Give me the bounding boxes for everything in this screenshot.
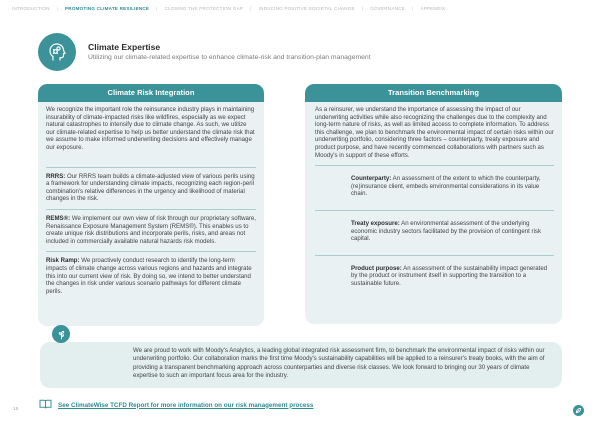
list-item: [315, 216, 554, 249]
transition-benchmarking-card: [305, 84, 562, 324]
nav-inducing-positive-change[interactable]: INDUCING POSITIVE SOCIETAL CHANGE: [258, 6, 355, 11]
nav-introduction[interactable]: INTRODUCTION: [12, 6, 50, 11]
nav-separator: |: [411, 6, 414, 11]
divider: [315, 165, 554, 166]
leaf-badge-icon[interactable]: [573, 405, 584, 416]
climate-risk-integration-card: [38, 84, 264, 326]
nav-closing-protection-gap[interactable]: CLOSING THE PROTECTION GAP: [164, 6, 244, 11]
tcfd-report-link[interactable]: [39, 396, 313, 414]
nav-separator: |: [361, 6, 364, 11]
item-text: An assessment of the extent to which the counterparty, (re)insurance client, embeds environmental considerations in its value chain.: [351, 175, 541, 198]
moodys-callout: [40, 342, 562, 388]
divider: [46, 251, 256, 252]
book-icon: [39, 396, 52, 414]
card-title: Transition Benchmarking: [305, 84, 562, 102]
nav-separator: |: [250, 6, 252, 11]
list-item: [46, 257, 256, 295]
nav-separator: |: [56, 6, 59, 11]
top-navigation: [12, 6, 600, 11]
item-text: Our RRRS team builds a climate-adjusted view of various perils using a framework for understanding climate impacts, recognizing each region-peril combination's relative differences in the urgency and likelihood of material changes in the risk.: [46, 172, 255, 203]
list-item: [315, 171, 554, 204]
page-number: 15: [13, 407, 19, 412]
card-intro: We recognize the important role the reinsurance industry plays in maintaining insurability of climate-impacted risks like wildfires, especially as we expect natural catastrophes to intensify due to climate change. As such, we utilize our climate-related expertise to help us better understand the climate risk that we assume to make informed underwriting decisions and effectively manage our exposure.: [46, 106, 255, 151]
nav-appendix[interactable]: APPENDIX: [420, 6, 446, 11]
divider: [46, 167, 256, 168]
list-item: [46, 215, 256, 245]
item-text: We implement our own view of risk through our proprietary software, Renaissance Exposure Management System (REMS®). This enables us to create unique risk distributions and incorporate perils, risks, and areas not included in commercially available natural hazards risk models.: [46, 214, 256, 245]
item-term: Treaty exposure:: [351, 219, 400, 227]
section-subtitle: Utilizing our climate-related expertise to enhance climate-risk and transition-plan management: [88, 54, 371, 61]
item-term: Counterparty:: [351, 175, 392, 183]
plant-growth-icon: [52, 325, 70, 343]
item-term: Risk Ramp:: [46, 257, 80, 265]
item-term: REMS®:: [46, 214, 71, 222]
list-item: [315, 261, 554, 294]
item-term: Product purpose:: [351, 264, 402, 272]
nav-separator: |: [156, 6, 158, 11]
head-gears-icon: [38, 33, 76, 71]
nav-promoting-climate-resilience[interactable]: PROMOTING CLIMATE RESILIENCE: [65, 6, 150, 11]
divider: [46, 209, 256, 210]
divider: [315, 210, 554, 211]
section-header: [38, 33, 371, 71]
item-term: RRRS:: [46, 172, 66, 180]
divider: [315, 255, 554, 256]
card-title: Climate Risk Integration: [38, 84, 264, 102]
list-item: [46, 173, 256, 203]
item-text: An assessment of the sustainability impact generated by the product or instrument itself in supporting the transition to a sustainable future.: [351, 264, 548, 287]
item-text: An environmental assessment of the underlying economic industry sectors facilitated by the provision of contingent risk capital.: [351, 219, 542, 243]
tcfd-link-text[interactable]: See ClimateWise TCFD Report for more information on our risk management process: [58, 401, 314, 409]
item-text: We proactively conduct research to identify the long-term impacts of climate change across various regions and hazards and integrate this into our current view of risk. By doing so, we intend to better understand the changes in risk under various scenario pathways for different climate perils.: [46, 257, 252, 295]
card-intro: As a reinsurer, we understand the importance of assessing the impact of our underwriting activities while also recognizing the challenges due to the complexity and long-term nature of risks, as well as limited access to complete information. To address this challenge, we plan to benchmark the environmental impact of certain risks within our underwriting portfolio, considering three factors – counterparty, treaty exposure and product purpose, and have recently commenced collaborations with partners such as Moody's in support of these efforts.: [315, 106, 554, 159]
nav-governance[interactable]: GOVERNANCE: [370, 6, 405, 11]
moodys-text: We are proud to work with Moody's Analytics, a leading global integrated risk assessment firm, to benchmark the environmental impact of risks within our underwriting portfolio. Our collaboration marks the first time Moody's sustainability capabilities will be applied to a reinsurer's treaty books, with the aim of providing a transparent benchmarking approach across counterparties and diverse risk classes. We look forward to bringing our 30 years of climate expertise to such an important focus area for the industry.: [133, 347, 545, 380]
section-title: Climate Expertise: [88, 42, 161, 52]
